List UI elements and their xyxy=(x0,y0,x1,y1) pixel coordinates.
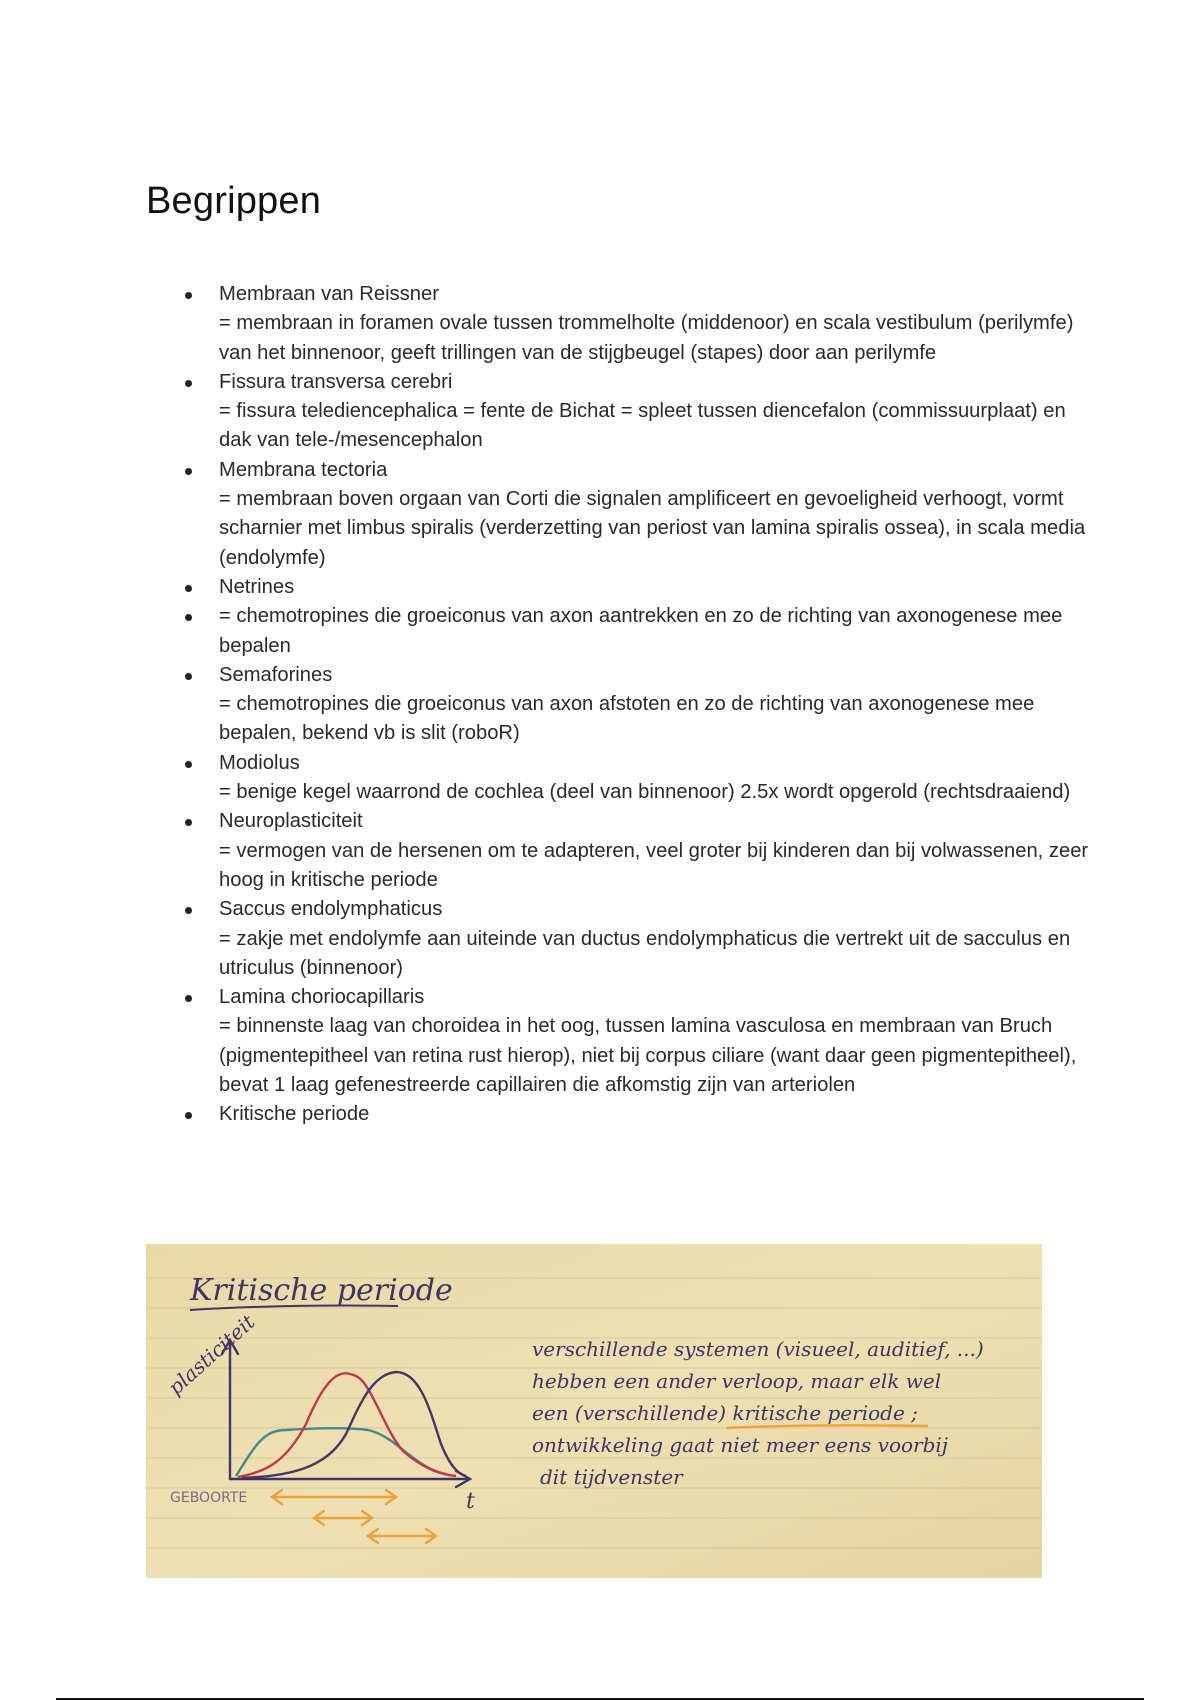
note-line: ontwikkeling gaat niet meer eens voorbij xyxy=(532,1433,949,1457)
list-item xyxy=(186,456,1096,573)
handwritten-note-photo xyxy=(146,1244,1042,1578)
note-line: verschillende systemen (visueel, auditief, ...) xyxy=(532,1337,984,1361)
note-line: een (verschillende) kritische periode ; xyxy=(532,1401,918,1425)
list-item xyxy=(186,807,1096,895)
term-label: Fissura transversa cerebri xyxy=(219,370,453,393)
terms-list xyxy=(186,280,1096,1130)
term-label: Netrines xyxy=(219,575,295,598)
term-definition: = fissura telediencephalica = fente de Bichat = spleet tussen diencefalon (commissuurplaat) en dak van tele-/mesencephalon xyxy=(219,400,1066,452)
term-label: Semaforines xyxy=(219,663,333,686)
term-definition: = zakje met endolymfe aan uiteinde van ductus endolymphaticus die vertrekt uit de sacculus en utriculus (binnenoor) xyxy=(219,927,1071,979)
list-item xyxy=(186,749,1096,808)
list-item xyxy=(186,368,1096,456)
term-definition: = chemotropines die groeiconus van axon afstoten en zo de richting van axonogenese mee bepalen, bekend vb is slit (roboR) xyxy=(219,693,1035,745)
list-item xyxy=(186,661,1096,749)
list-item xyxy=(186,1100,1096,1129)
term-definition: = membraan boven orgaan van Corti die signalen amplificeert en gevoeligheid verhoogt, vormt scharnier met limbus spiralis (verderzetting van periost van lamina spiralis ossea), in scala media (endolymfe) xyxy=(219,488,1086,569)
x-axis-label: t xyxy=(466,1489,475,1514)
note-line: dit tijdvenster xyxy=(540,1465,683,1489)
term-definition: = membraan in foramen ovale tussen trommelholte (middenoor) en scala vestibulum (perilymfe) van het binnenoor, geeft trillingen van de stijgbeugel (stapes) door aan perilymfe xyxy=(219,312,1074,364)
term-label: Lamina choriocapillaris xyxy=(219,986,425,1009)
term-definition: = benige kegel waarrond de cochlea (deel van binnenoor) 2.5x wordt opgerold (rechtsdraaiend) xyxy=(219,781,1071,804)
list-item xyxy=(186,602,1096,661)
term-definition: = vermogen van de hersenen om te adapteren, veel groter bij kinderen dan bij volwassenen, zeer hoog in kritische periode xyxy=(219,839,1089,891)
list-item xyxy=(186,983,1096,1100)
list-item xyxy=(186,280,1096,368)
list-item xyxy=(186,573,1096,602)
term-label: Membrana tectoria xyxy=(219,458,388,481)
list-item xyxy=(186,895,1096,983)
term-label: = chemotropines die groeiconus van axon aantrekken en zo de richting van axonogenese mee bepalen xyxy=(219,605,1063,657)
term-label: Saccus endolymphaticus xyxy=(219,898,443,921)
y-axis-label: plasticiteit xyxy=(163,1309,260,1400)
term-label: Kritische periode xyxy=(219,1103,370,1126)
term-label: Modiolus xyxy=(219,751,300,774)
term-label: Neuroplasticiteit xyxy=(219,810,363,833)
origin-label: GEBOORTE xyxy=(170,1490,248,1506)
page-title: Begrippen xyxy=(146,180,322,222)
photo-title: Kritische periode xyxy=(190,1273,453,1308)
note-line: hebben een ander verloop, maar elk wel xyxy=(532,1369,942,1393)
term-definition: = binnenste laag van choroidea in het oog, tussen lamina vasculosa en membraan van Bruch (pigmentepitheel van retina rust hierop), niet bij corpus ciliare (want daar geen pigmentepitheel), bevat 1 laag gefenestreerde capillairen die afkomstig zijn van arteriolen xyxy=(219,1015,1077,1097)
term-label: Membraan van Reissner xyxy=(219,283,439,305)
